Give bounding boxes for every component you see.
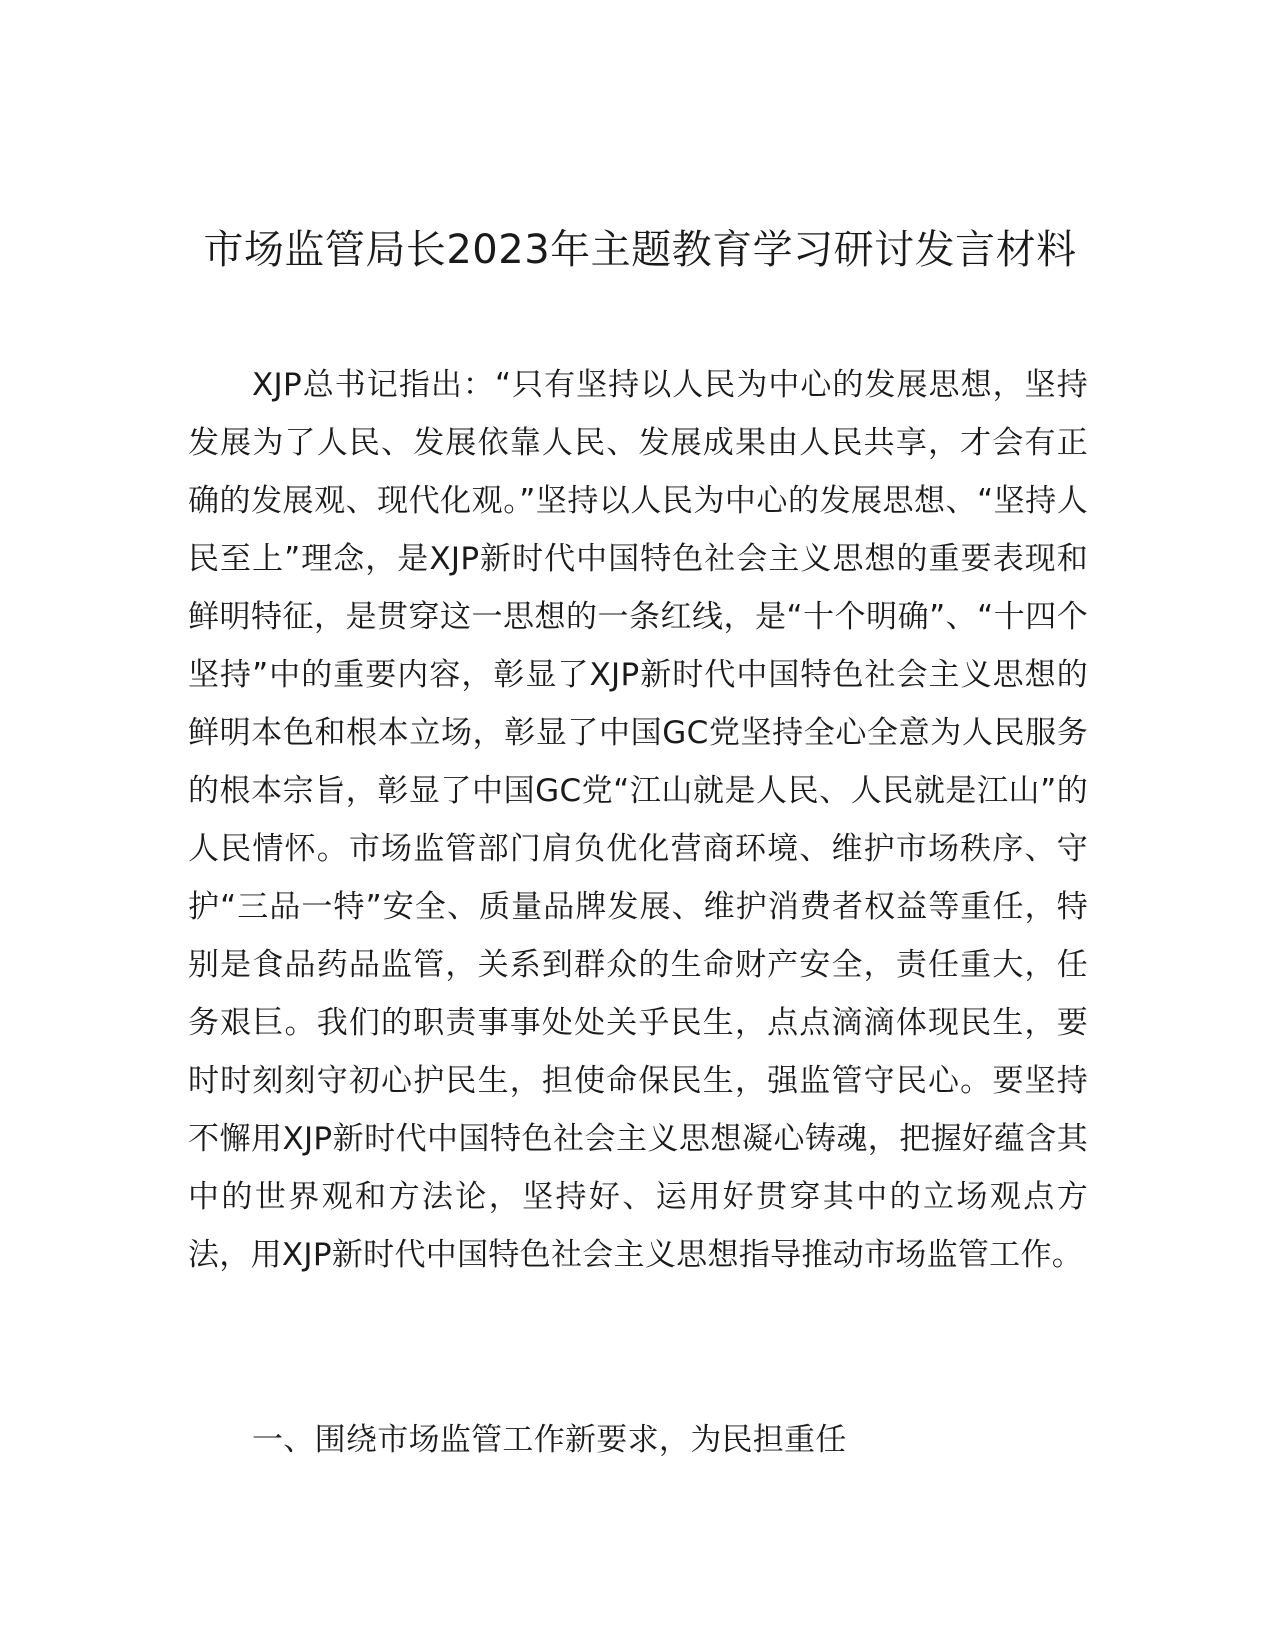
section-heading-1: 一、围绕市场监管工作新要求，为民担重任 — [252, 1422, 847, 1458]
document-title: 市场监管局长2023年主题教育学习研讨发言材料 — [203, 227, 1077, 273]
intro-paragraph: XJP总书记指出：“只有坚持以人民为中心的发展思想，坚持发展为了人民、发展依靠人民、发展成果由人民共享，才会有正确的发展观、现代化观。”坚持以人民为中心的发展思想、“坚持人民至上”理念，是XJP新时代中国特色社会主义思想的重要表现和鲜明特征，是贯穿这一思想的一条红线，是“十个明确”、“十四个坚持”中的重要内容，彰显了XJP新时代中国特色社会主义思想的鲜明本色和根本立场，彰显了中国GC党坚持全心全意为人民服务的根本宗旨，彰显了中国GC党“江山就是人民、人民就是江山”的人民情怀。市场监管部门肩负优化营商环境、维护市场秩序、守护“三品一特”安全、质量品牌发展、维护消费者权益等重任，特别是食品药品监管，关系到群众的生命财产安全，责任重大，任务艰巨。我们的职责事事处处关乎民生，点点滴滴体现民生，要时时刻刻守初心护民生，担使命保民生，强监管守民心。要坚持不懈用XJP新时代中国特色社会主义思想凝心铸魂，把握好蕴含其中的世界观和方法论，坚持好、运用好贯穿其中的立场观点方法，用XJP新时代中国特色社会主义思想指导推动市场监管工作。 — [188, 367, 1088, 1273]
